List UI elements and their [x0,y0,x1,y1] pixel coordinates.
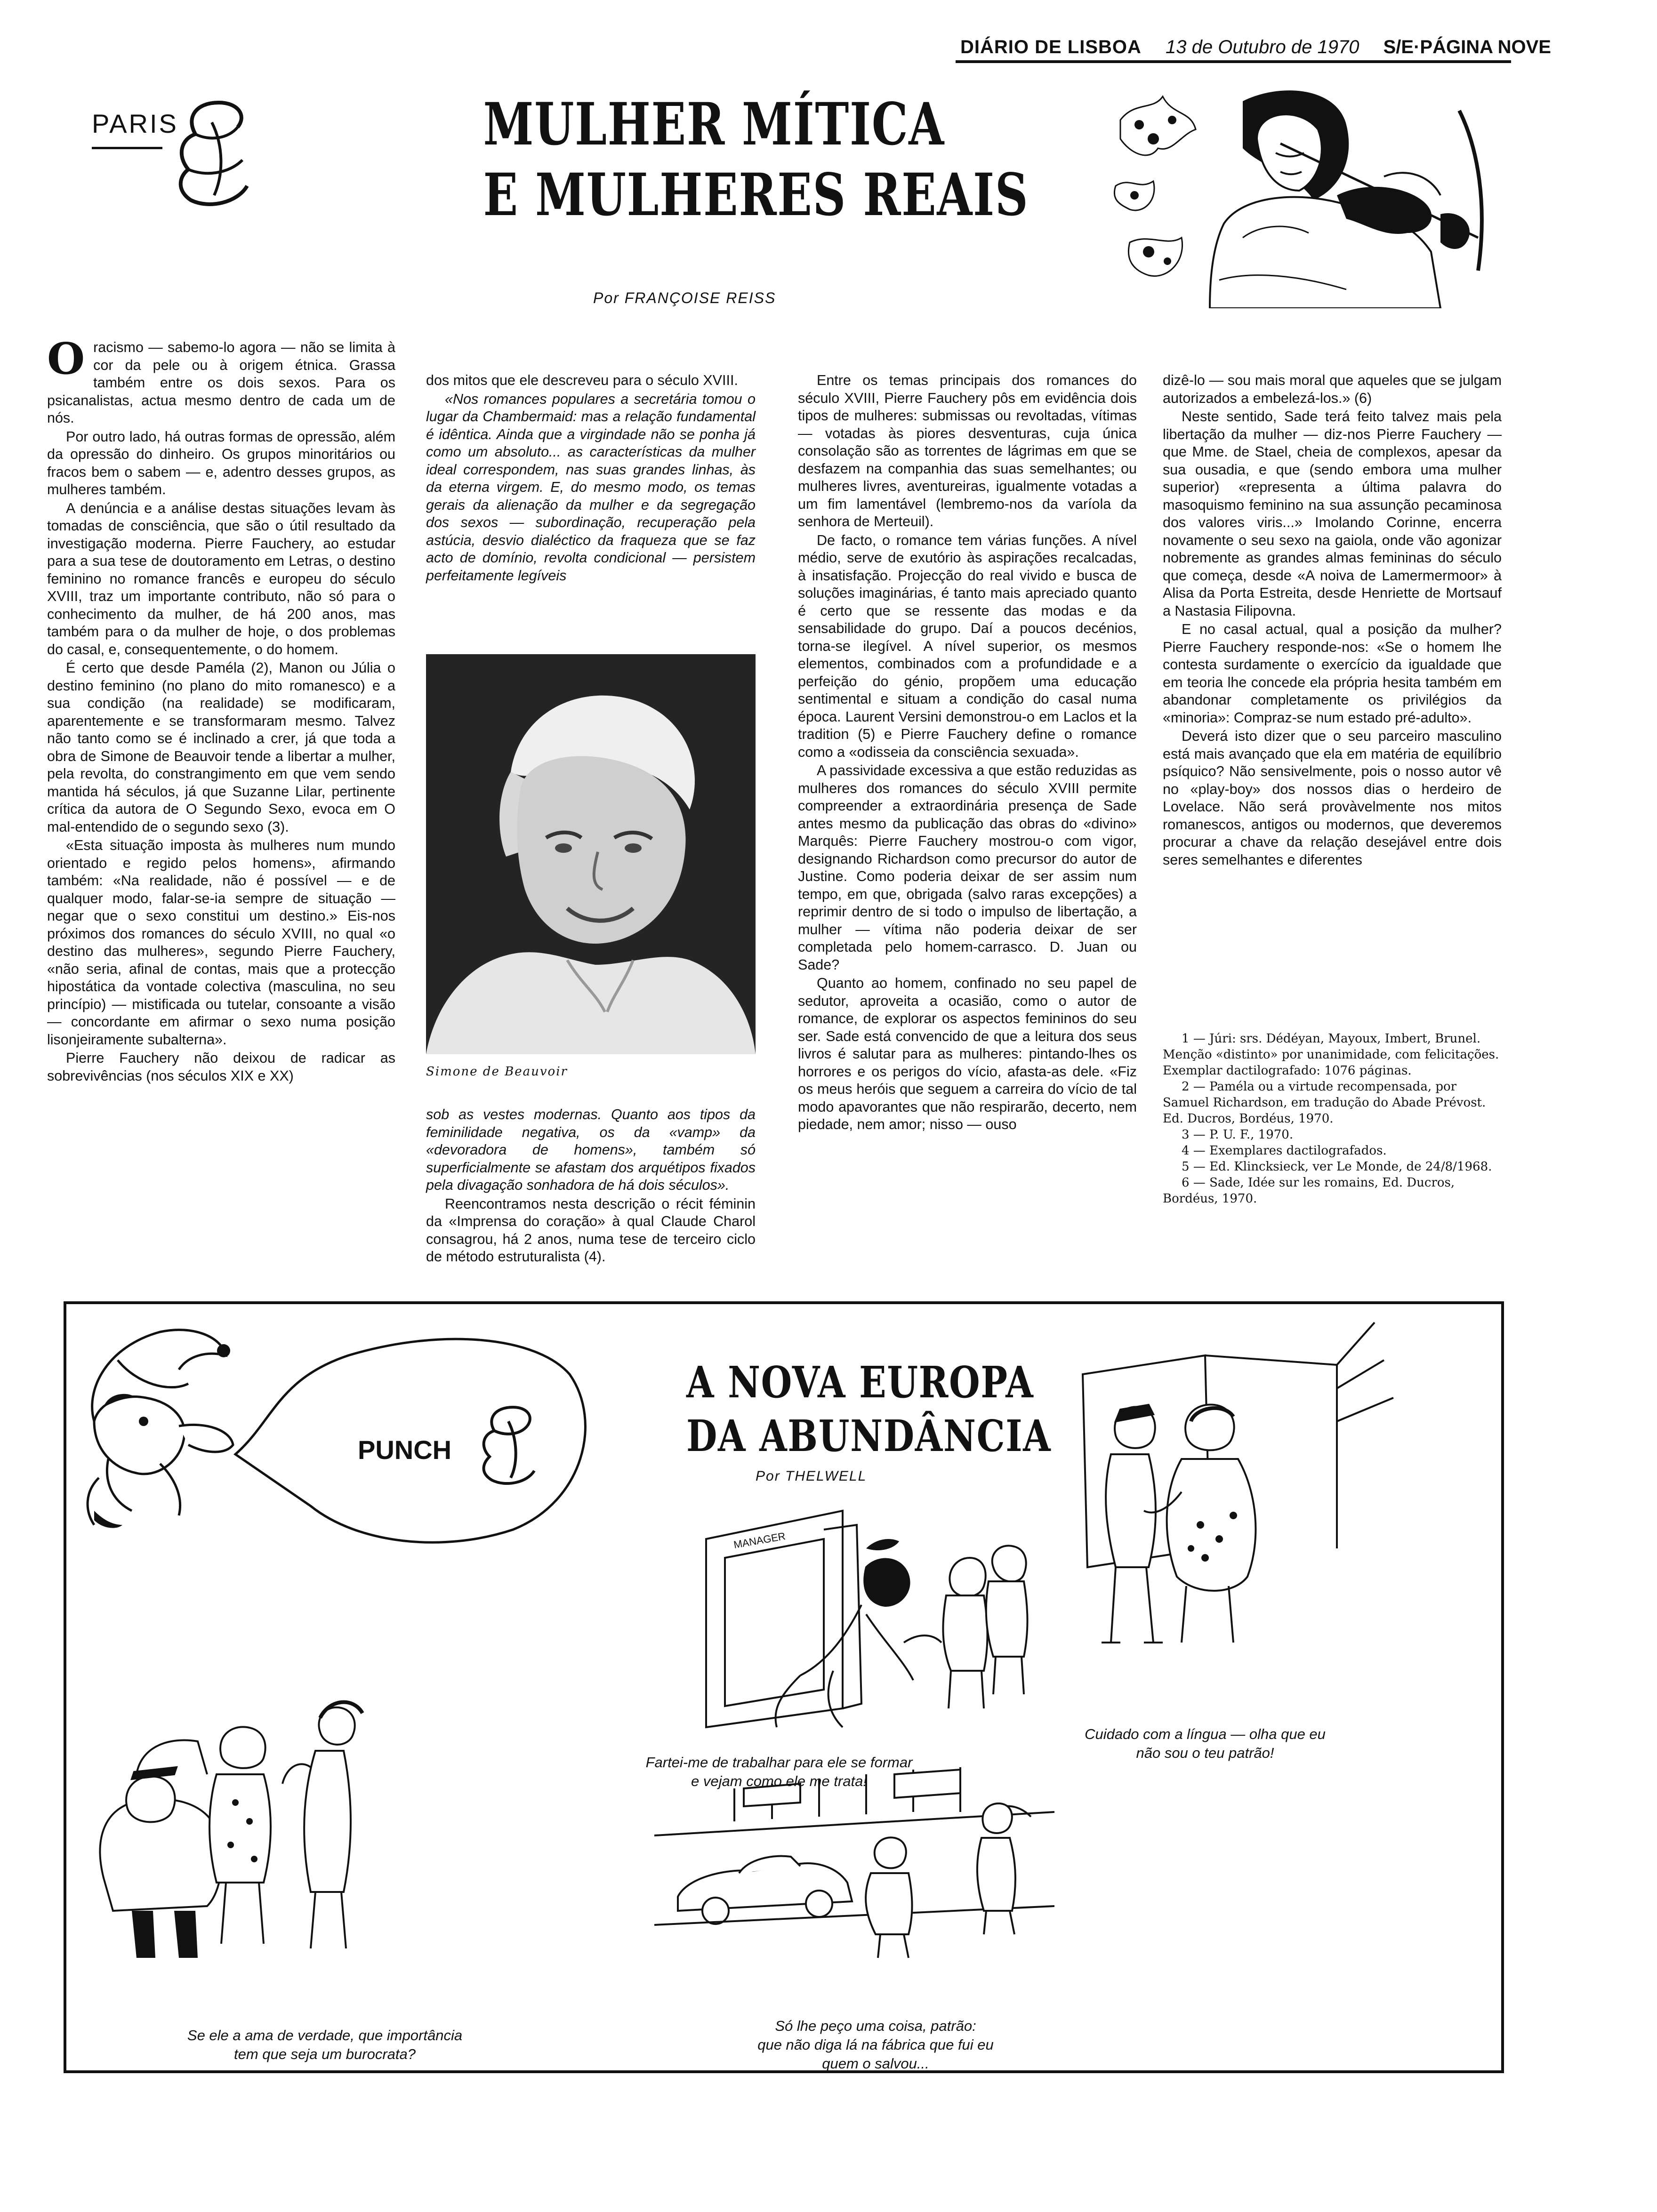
footnote: 1 — Júri: srs. Dédéyan, Mayoux, Imbert, Brunel. Menção «distinto» por unanimidade, com felicitações. Exemplar dactilografado: 1076 páginas. [1163,1032,1499,1078]
newspaper-name: DIÁRIO DE LISBOA [960,37,1142,57]
paragraph: Neste sentido, Sade terá feito talvez mais pela libertação da mulher — diz-nos Pierre Fauchery — que Mme. de Stael, cheia de complexos, apesar da sua ousadia, e que (sendo embora uma mulher superior) «representa a última palavra do masoquismo feminino na sua assunção pecaminosa dos valores viris...» Imolando Corinne, encerra novamente o seu sexo na gaiola, onde vão agonizar nobremente as grandes almas femininas do século que começa, desde «A noiva de Lamermermoor» à Alisa da Porta Estreita, desde Henriette de Mortsauf a Nastasia Filipovna. [1163,409,1502,619]
footnote: 4 — Exemplares dactilografados. [1182,1144,1387,1158]
mr-punch-icon [88,1330,233,1525]
paragraph: Oracismo — sabemo-lo agora — não se limita à cor da pele ou à origem étnica. Grassa também entre os dois sexos. Para os psicanalistas, actua mesmo dentro de cada um de nós. [47,333,395,426]
cartoon-caption: Se ele a ama de verdade, que importância tem que seja um burocrata? [187,2027,463,2062]
paragraph: Entre os temas principais dos romances do século XVIII, Pierre Fauchery pôs em evidência dois tipos de mulheres: submissas ou revoltadas, vítimas — votadas às piores desventuras, cuja única consolação são as torrentes de lágrimas em que se desfazem na companhia das suas semelhantes; ou mulheres livres, aventureiras, igualmente votadas a um fim lamentável (lembremo-nos da varíola da senhora de Merteuil). [798,372,1137,529]
cartoon-caption: Cuidado com a língua — olha que eu não sou o teu patrão! [1085,1726,1326,1761]
paragraph: E no casal actual, qual a posição da mulher? Pierre Fauchery responde-nos: «Se o homem lhe contesta surdamente o exercício da igualdade que em teoria lhe concede ela própria hesita também em abandonar completamente os privilégios da «minoria»: Compraz-se num estado pré-adulto». [1163,621,1502,726]
issue-date: 13 de Outubro de 1970 [1166,37,1359,57]
page-number: S/E·PÁGINA NOVE [1383,37,1551,57]
article-column-1 [47,333,395,1257]
paragraph: «Esta situação imposta às mulheres num mundo orientado e regido pelos homens», afirmando também: «Na realidade, não é possível — e de qualquer modo, falar-se-ia sempre de situação — negar que o sexo constitui um destino.» Eis-nos próximos dos romances do século XVIII, no qual «o destino das mulheres», segundo Pierre Fauchery, «não seria, afinal de contas, mais que a protecção hipostática da vontade colectiva (masculina, no seu princípio) — mistificada ou tutelar, consoante a visão — concordante em afirmar o sexo numa posição lisonjeiramente subalterna». [47,837,395,1048]
paragraph: Deverá isto dizer que o seu parceiro masculino está mais avançado que ela em matéria de equilíbrio psíquico? Não sensivelmente, pois o nosso autor vê no «play-boy» dos nossos dias o herdeiro de Lovelace. Não será provàvelmente nos mitos romanescos, antigos ou modernos, que deveremos procurar a chave da relação desejável entre dois seres semelhantes e diferentes [1163,728,1502,868]
footnote: 3 — P. U. F., 1970. [1182,1128,1294,1142]
woman-playing-violin-engraving [1102,82,1502,308]
paragraph: Por outro lado, há outras formas de opressão, além da opressão do dinheiro. Os grupos minoritários ou fracos bem o sabem — e, adentro desses grupos, as mulheres também. [47,428,395,497]
section-rule [92,147,162,149]
headline-line-2: E MULHERES REAIS [483,161,1029,229]
cartoon-caption: Fartei-me de trabalhar para ele se formar e vejam como ele me trata! [645,1754,913,1789]
punch-title [686,1355,1052,1463]
punch-bubble-label: PUNCH [358,1435,452,1465]
article-column-4 [1163,372,1502,869]
section-tag [92,94,280,216]
punch-byline: Por THELWELL [756,1468,867,1484]
masthead-rule [956,60,1511,63]
paragraph: Pierre Fauchery não deixou de radicar as sobrevivências (nos séculos XIX e XX) [47,1050,395,1084]
e-script-logo-icon [167,94,261,212]
paragraph: «Nos romances populares a secretária tomou o lugar da Chambermaid: mas a relação fundamental é idêntica. Ainda que a virgindade não se ponha já como um absoluto... as características da mulher ideal correspondem, nas suas grandes linhas, às da eterna virgem. E, do mesmo modo, os temas gerais da alienação da mulher e da segregação dos sexos — subordinação, recuperação pela astúcia, desvio dialéctico da fraqueza que se faz acto de domínio, revolta condicional — persistem perfeitamente legíveis [426,391,756,584]
paragraph: De facto, o romance tem várias funções. A nível médio, serve de exutório às aspirações recalcadas, à insatisfação. Projecção do real vivido e busca de soluções imaginárias, é tanto mais apreciado quanto é certo que se ressente das modas e da sensabilidade do grupo. Daí a poucos decénios, torna-se ilegível. A nível superior, os mesmos elementos, combinados com a profundidade e a perfeição do génio, propõem uma educação sentimental e situam a condição do casal numa época. Laurent Versini demonstrou-o em Laclos et la tradition (5) e Pierre Fauchery define o romance como a «odisseia da consciência sexuada». [798,532,1137,760]
section-label: PARIS [92,109,178,138]
footnote: 5 — Ed. Klincksieck, ver Le Monde, de 24/8/1968. [1182,1160,1492,1174]
article-headline [483,89,1029,231]
paragraph: Quanto ao homem, confinado no seu papel de sedutor, aproveita a ocasião, como o autor de romance, de explorar os aspectos femininos do seu ser. Sade está convencido de que a leitura dos seus livros é salutar para as mulheres: pintando-lhes os horrores e os perigos do vício, afasta-as dele. «Fiz os meus heróis que seguem a carreira do vício de tal modo apavorantes que não respirarão, decerto, nem piedade, nem amor; nisso — ouso [798,975,1137,1132]
headline-line-1: MULHER MÍTICA [483,90,945,159]
paragraph: Reencontramos nesta descrição o récit féminin da «Imprensa do coração» à qual Claude Charol consagrou, há 2 anos, numa tese de terceiro ciclo de método estruturalista (4). [426,1195,756,1265]
paragraph: dos mitos que ele descreveu para o século XVIII. [426,372,738,388]
paragraph: A passividade excessiva a que estão reduzidas as mulheres dos romances do século XVIII permite compreender a extraordinária presença de Sade antes mesmo da publicação das obras do «divino» Marquês: Pierre Fauchery mostrou-o com vigor, designando Richardson como precursor do autor de Justine. Como poderia deixar de ser assim num tempo, em que, obrigada (salvo raras excepções) a reprimir dentro de si todo o impulso de libertação, a mulher — vítima não poderia deixar de ser completada pelo homem-carrasco. D. Juan ou Sade? [798,762,1137,973]
portrait-photo [426,654,756,1054]
photo-caption: Simone de Beauvoir [426,1065,568,1079]
cartoon-couple-doorway [1083,1322,1393,1643]
article-column-2-continued [426,1106,756,1266]
article-column-3 [798,372,1137,1134]
punch-title-line-2: DA ABUNDÂNCIA [686,1411,1052,1461]
manager-sign: MANAGER [732,1530,787,1551]
cartoon-car-street [654,1767,1054,1958]
drop-cap: O [47,333,85,384]
paragraph: dizê-lo — sou mais moral que aqueles que se julgam autorizados a embelezá-los.» (6) [1163,372,1502,406]
paragraph: A denúncia e a análise destas situações levam às tomadas de consciência, que são o útil resultado da investigação moderna. Pierre Fauchery, ao estudar para a sua tese de doutoramento em Letras, o destino feminino no romance francês e europeu do século XVIII, traz um importante contributo, não só para o conhecimento da mulher, de há 200 anos, mas também para o da mulher de hoje, o dos problemas do casal, e, consequentemente, o do homem. [47,500,395,657]
cartoon-caption: Só lhe peço uma coisa, patrão: que não diga lá na fábrica que fui eu quem o salvou... [757,2018,994,2072]
paragraph: É certo que desde Paméla (2), Manon ou Júlia o destino feminino (no plano do mito romanesco) e a sua condição (na realidade) se modificaram, aparentemente e se transformaram mesmo. Talvez não tanto como se é inclinado a crer, já que toda a obra de Simone de Beauvoir tende a libertar a mulher, pela revolta, do constrangimento em que vem sendo mantida há séculos, já que Suzanne Lilar, pertinente crítica da autora de O Segundo Sexo, evoca em O mal-entendido de o segundo sexo (3). [47,660,395,835]
punch-title-line-1: A NOVA EUROPA [686,1357,1034,1408]
article-byline: Por FRANÇOISE REISS [593,289,776,306]
footnote: 2 — Paméla ou a virtude recompensada, por Samuel Richardson, em tradução do Abade Prévost. Ed. Ducros, Bordéus, 1970. [1163,1080,1486,1126]
paragraph: sob as vestes modernas. Quanto aos tipos da feminilidade negativa, os da «vamp» da «devoradora de homens», também só superficialmente se afastam dos arquétipos fixados pela divagação sonhadora de há dois séculos». [426,1106,756,1193]
footnotes [1163,1031,1502,1207]
article-column-2 [426,372,756,585]
footnote: 6 — Sade, Idée sur les romains, Ed. Ducros, Bordéus, 1970. [1163,1176,1455,1206]
